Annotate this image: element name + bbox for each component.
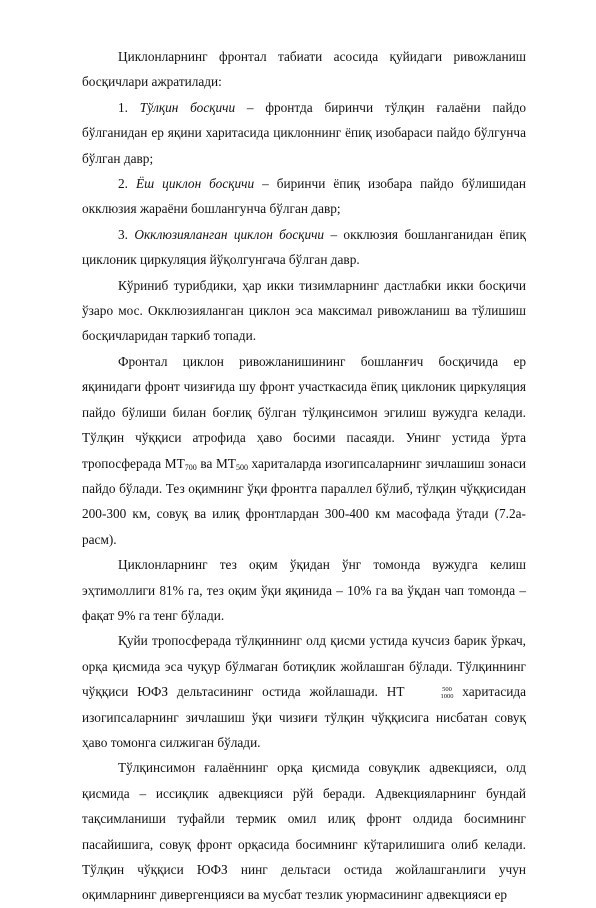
text-segment: ва МТ (196, 455, 236, 471)
text-segment: Фронтал циклон ривожланишининг бошланғич босқичида ер яқинидаги фронт чизиғида шу фронт участкасида ёпиқ циклоник циркуляция пайдо бўлиши билан боғлиқ бўлган тўлқинсимон эгилиш вужудга келади. Тўлқин чўққиси атрофида ҳаво босими пасаяди. Унинг устида ўрта тропосферада МТ (82, 353, 526, 471)
paragraph-initial-stage (82, 349, 526, 552)
stage-description: – биринчи ёпиқ изобара пайдо бўлишидан окклюзия жараёни бошлангунча бўлган давр; (82, 176, 526, 217)
stage-description: – окклюзия бошланганидан ёпиқ циклоник циркуляция йўқолгунгача бўлган давр. (82, 226, 527, 268)
paragraph-intro: Циклонларнинг фронтал табиати асосида қуйидаги ривожланиш босқичлари ажратилади: (82, 49, 526, 90)
text-segment: харитасида изогипсаларнинг зичлашиш ўқи чизиғи тўлқин чўққисига нисбатан совуқ ҳаво томонга силжиган бўлади. (82, 684, 526, 750)
text-segment: Қуйи тропосферада тўлқиннинг олд қисми устида кучсиз барик ўркач, орқа қисмида эса чуқур бўлмаган ботиқлик жойлашган бўлади. Тўлқиннинг чўққиси ЮФЗ дельтасининг остида жойлашади. НТ (82, 633, 526, 700)
text-segment: хариталарда изогипсаларнинг зичлашиш зонаси пайдо бўлади. Тез оқимнинг ўқи фронтга параллел бўлиб, тўлқин чўққисидан 200-300 км, совуқ ва илиқ фронтлардан 300-400 км масофада ўтади (7.2а-расм). (82, 455, 526, 547)
fraction-top: 500 (442, 686, 452, 694)
subscript-700: 700 (184, 462, 197, 472)
stage-number: 2. (118, 176, 128, 192)
stage-term: Ёш циклон босқичи (136, 176, 255, 192)
paragraph-comparison: Кўриниб турибдики, ҳар икки тизимларнинг дастлабки икки босқичи ўзаро мос. Окклюзияланган циклон эса максимал ривожланиш ва тўлишиш босқичларидан таркиб топади. (82, 277, 526, 344)
paragraph-advection: Тўлқинсимон ғалаённинг орқа қисмида совуқлик адвекцияси, олд қисмида – иссиқлик адвекцияси рўй беради. Адвекцияларнинг бундай тақсимланиши туфайли термик омил илиқ фронт олдида босимнинг пасайишига, совуқ фронт орқасида босимнинг кўтарилишига олиб келади. Тўлқин чўққиси ЮФЗ нинг дельтаси остида жойлашганлиги учун оқимларнинг дивергенцияси ва мусбат тезлик уюрмасининг адвекцияси ер (82, 760, 526, 903)
paragraph-stage-3 (82, 222, 526, 273)
stage-number: 1. (118, 99, 128, 115)
stage-term: Окклюзияланган циклон босқичи (134, 226, 325, 242)
paragraph-probability: Циклонларнинг тез оқим ўқидан ўнг томонда вужудга келиш эҳтимоллиги 81% га, тез оқим ўқи яқинида – 10% га ва ўқдан чап томонда – фақат 9% га тенг бўлади. (82, 557, 526, 623)
stage-description: – фронтда биринчи тўлқин ғалаёни пайдо бўлганидан ер яқини харитасида циклоннинг ёпиқ изобараси пайдо бўлгунча бўлган давр; (82, 99, 526, 166)
subscript-500: 500 (235, 462, 248, 472)
paragraph-stage-2 (82, 171, 526, 222)
fraction-bottom: 1000 (440, 693, 454, 701)
stage-number: 3. (118, 226, 128, 242)
fraction-index (405, 686, 454, 700)
paragraph-lower-troposphere (82, 628, 526, 755)
stage-term: Тўлқин босқичи (139, 99, 236, 115)
paragraph-stage-1 (82, 95, 526, 171)
